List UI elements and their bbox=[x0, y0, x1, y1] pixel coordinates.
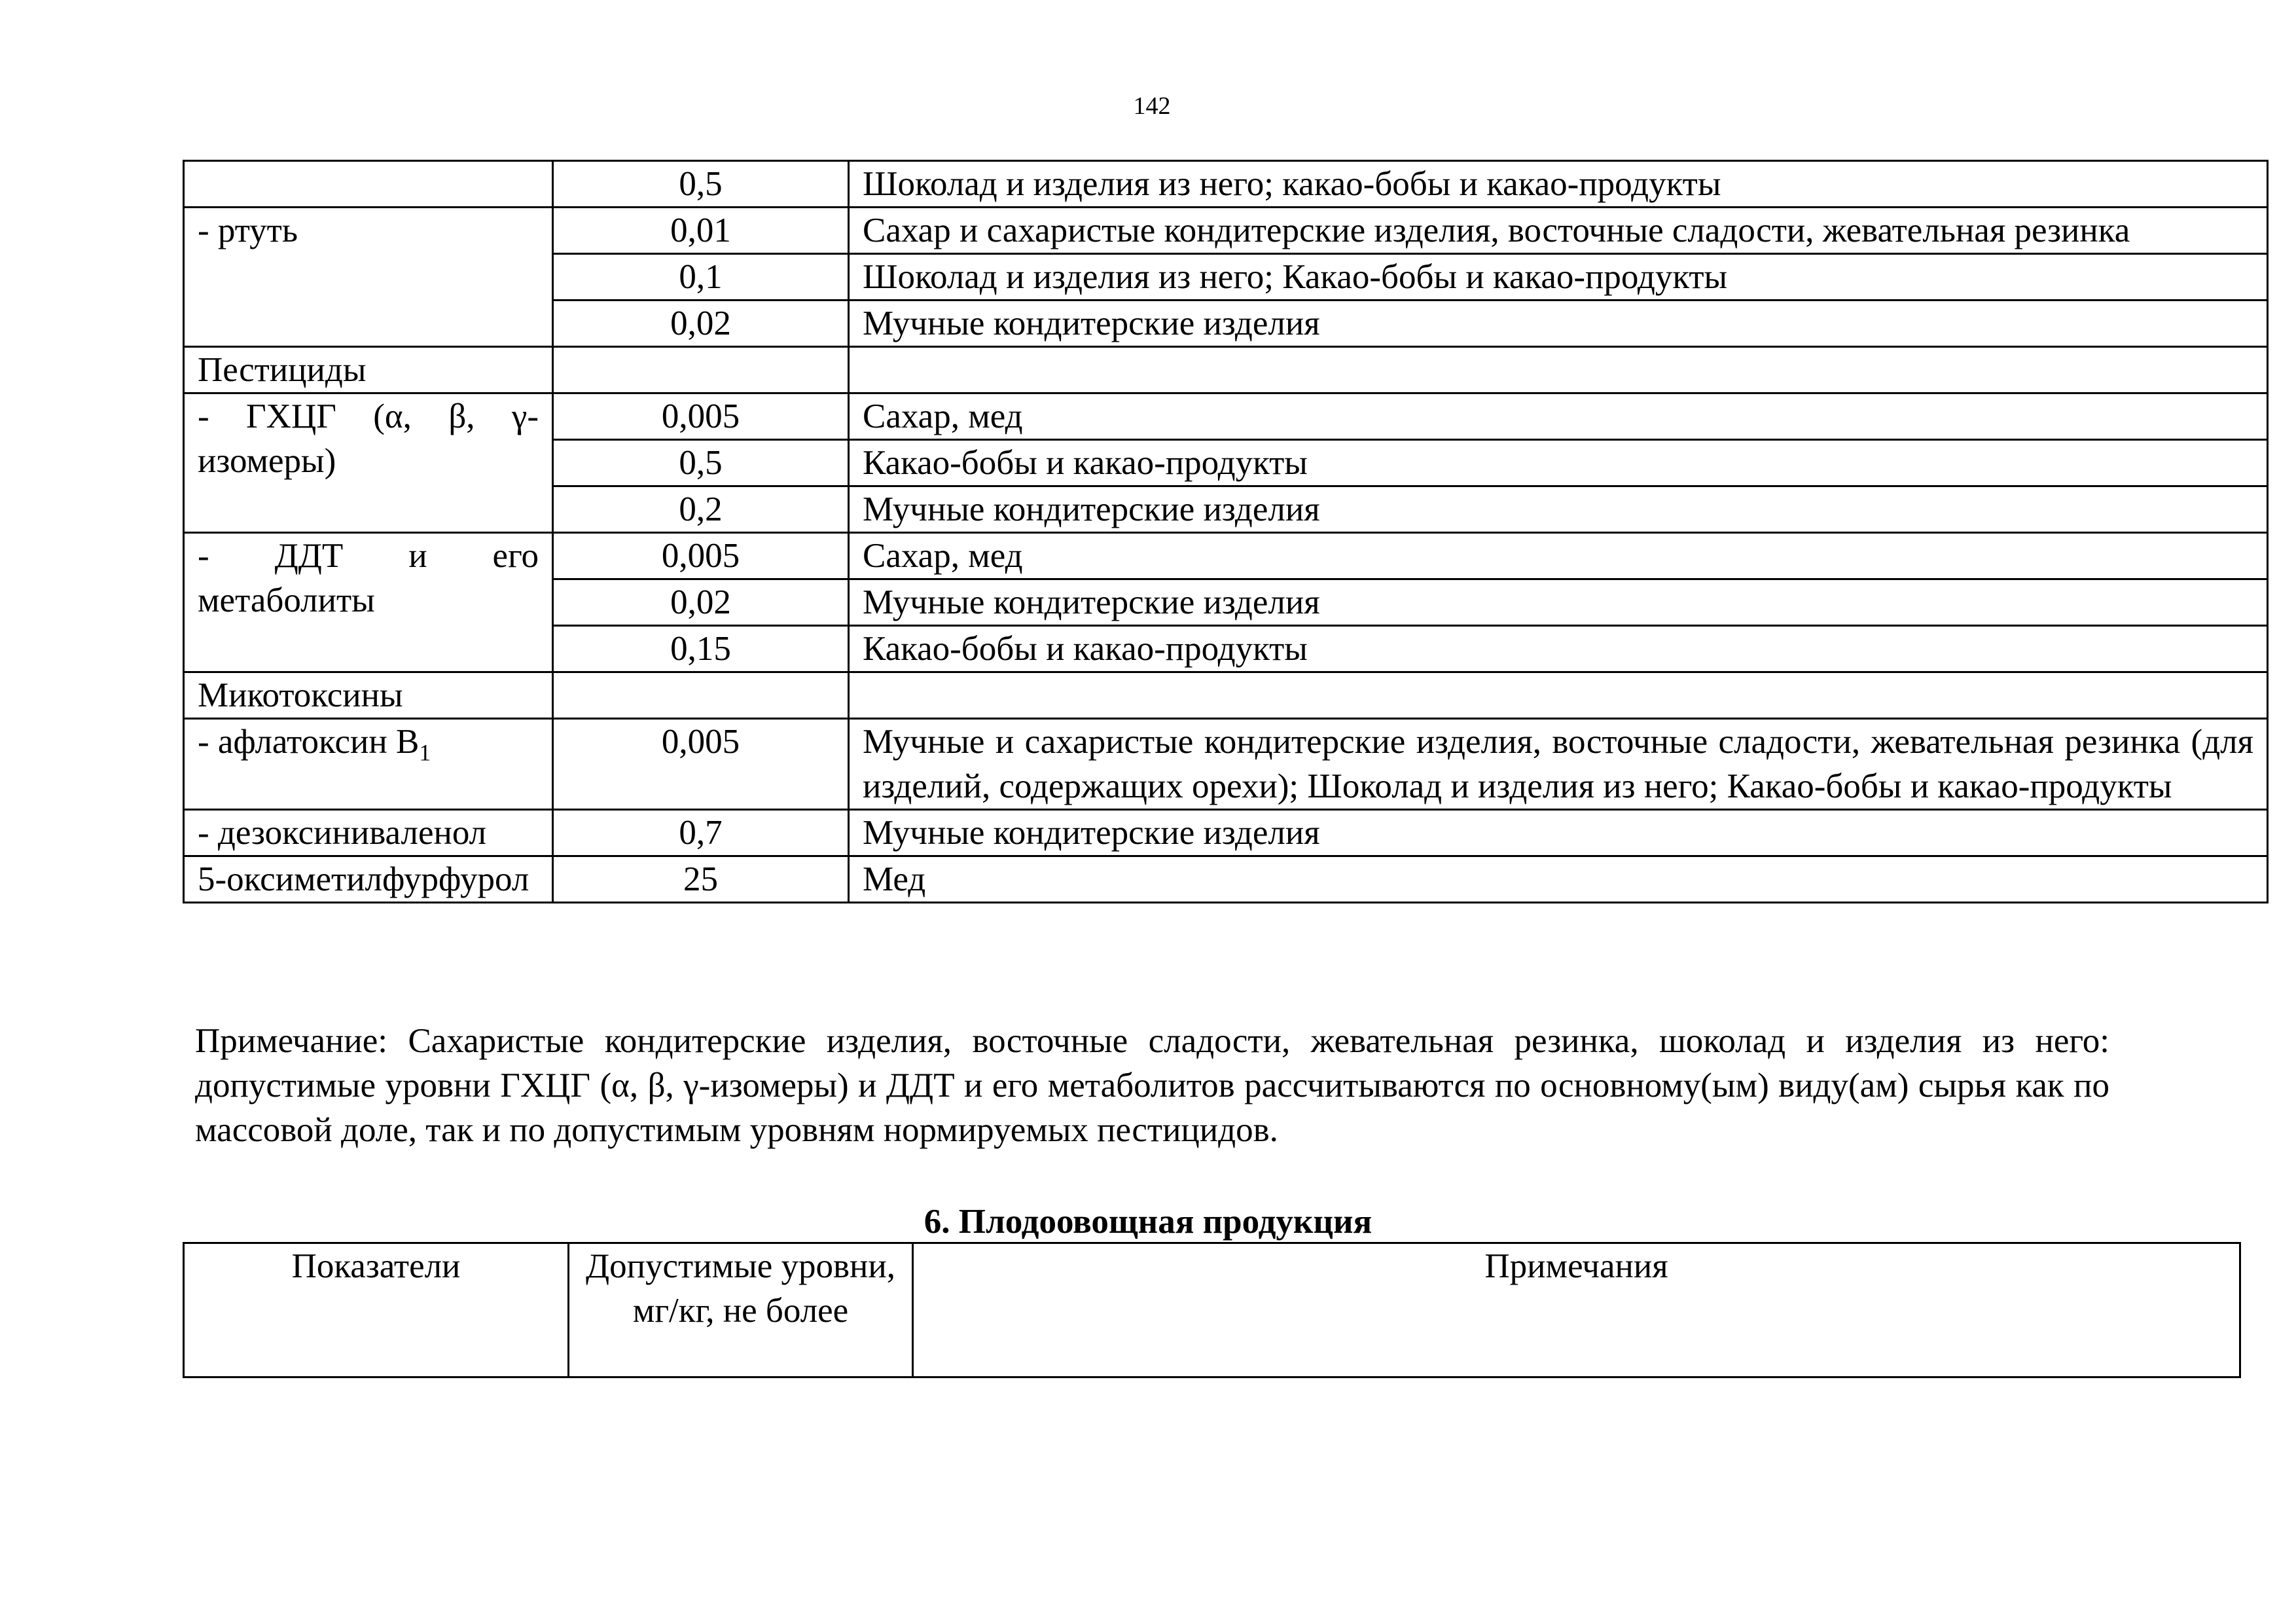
level-cell: 0,02 bbox=[553, 579, 849, 626]
produce-table bbox=[183, 1242, 2241, 1378]
indicator-cell bbox=[184, 161, 553, 208]
level-cell bbox=[553, 672, 849, 719]
note-cell: Сахар и сахаристые кондитерские изделия, восточные сладости, жевательная резинка bbox=[849, 208, 2268, 254]
table-footnote: Примечание: Сахаристые кондитерские изделия, восточные сладости, жевательная резинка, шоколад и изделия из него: допустимые уровни ГХЦГ (α, β, γ-изомеры) и ДДТ и его метаболитов рассчитываются по основному(ым) виду(ам) сырья как по массовой доле, так и по допустимым уровням нормируемых пестицидов. bbox=[195, 1022, 2109, 1149]
level-cell: 0,02 bbox=[553, 301, 849, 347]
column-header-indicators: Показатели bbox=[184, 1243, 569, 1377]
note-cell: Мучные кондитерские изделия bbox=[849, 486, 2268, 533]
note-cell: Какао-бобы и какао-продукты bbox=[849, 626, 2268, 672]
table-row bbox=[184, 161, 2268, 208]
section-title: 6. Плодоовощная продукция bbox=[924, 1203, 1372, 1241]
group-header-cell: Пестициды bbox=[184, 347, 553, 393]
indicator-subscript: 1 bbox=[419, 739, 431, 766]
note-cell bbox=[849, 672, 2268, 719]
table-header-row bbox=[184, 1243, 2240, 1377]
note-cell: Сахар, мед bbox=[849, 393, 2268, 440]
level-cell: 0,5 bbox=[553, 161, 849, 208]
table-row bbox=[184, 393, 2268, 440]
contaminants-table bbox=[183, 160, 2269, 903]
table-row bbox=[184, 533, 2268, 579]
level-cell: 0,005 bbox=[553, 533, 849, 579]
table-row bbox=[184, 719, 2268, 810]
indicator-cell: - дезоксиниваленол bbox=[184, 810, 553, 856]
note-cell: Мучные кондитерские изделия bbox=[849, 579, 2268, 626]
indicator-cell: - ртуть bbox=[184, 208, 553, 347]
indicator-cell: - ГХЦГ (α, β, γ-изомеры) bbox=[184, 393, 553, 533]
column-header-notes: Примечания bbox=[913, 1243, 2240, 1377]
note-cell: Какао-бобы и какао-продукты bbox=[849, 440, 2268, 486]
level-cell bbox=[553, 347, 849, 393]
page-number: 142 bbox=[1133, 92, 1171, 120]
level-cell: 0,2 bbox=[553, 486, 849, 533]
note-cell bbox=[849, 347, 2268, 393]
group-header-cell: Микотоксины bbox=[184, 672, 553, 719]
note-cell: Мед bbox=[849, 856, 2268, 903]
level-cell: 0,005 bbox=[553, 719, 849, 810]
table-row bbox=[184, 810, 2268, 856]
level-cell: 0,005 bbox=[553, 393, 849, 440]
column-header-levels: Допустимые уровни, мг/кг, не более bbox=[569, 1243, 913, 1377]
indicator-text: - афлатоксин B bbox=[198, 723, 420, 761]
note-cell: Мучные кондитерские изделия bbox=[849, 301, 2268, 347]
table-row bbox=[184, 672, 2268, 719]
table-row bbox=[184, 856, 2268, 903]
level-cell: 0,15 bbox=[553, 626, 849, 672]
indicator-cell: 5-оксиметилфурфурол bbox=[184, 856, 553, 903]
table-row bbox=[184, 208, 2268, 254]
note-cell: Сахар, мед bbox=[849, 533, 2268, 579]
note-cell: Мучные кондитерские изделия bbox=[849, 810, 2268, 856]
level-cell: 0,5 bbox=[553, 440, 849, 486]
note-cell: Шоколад и изделия из него; какао-бобы и какао-продукты bbox=[849, 161, 2268, 208]
table-row bbox=[184, 347, 2268, 393]
note-cell: Мучные и сахаристые кондитерские изделия, восточные сладости, жевательная резинка (для изделий, содержащих орехи); Шоколад и изделия из него; Какао-бобы и какао-продукты bbox=[849, 719, 2268, 810]
level-cell: 0,7 bbox=[553, 810, 849, 856]
indicator-cell: - ДДТ и его метаболиты bbox=[184, 533, 553, 672]
note-cell: Шоколад и изделия из него; Какао-бобы и какао-продукты bbox=[849, 254, 2268, 301]
level-cell: 0,01 bbox=[553, 208, 849, 254]
level-cell: 25 bbox=[553, 856, 849, 903]
level-cell: 0,1 bbox=[553, 254, 849, 301]
indicator-cell bbox=[184, 719, 553, 810]
